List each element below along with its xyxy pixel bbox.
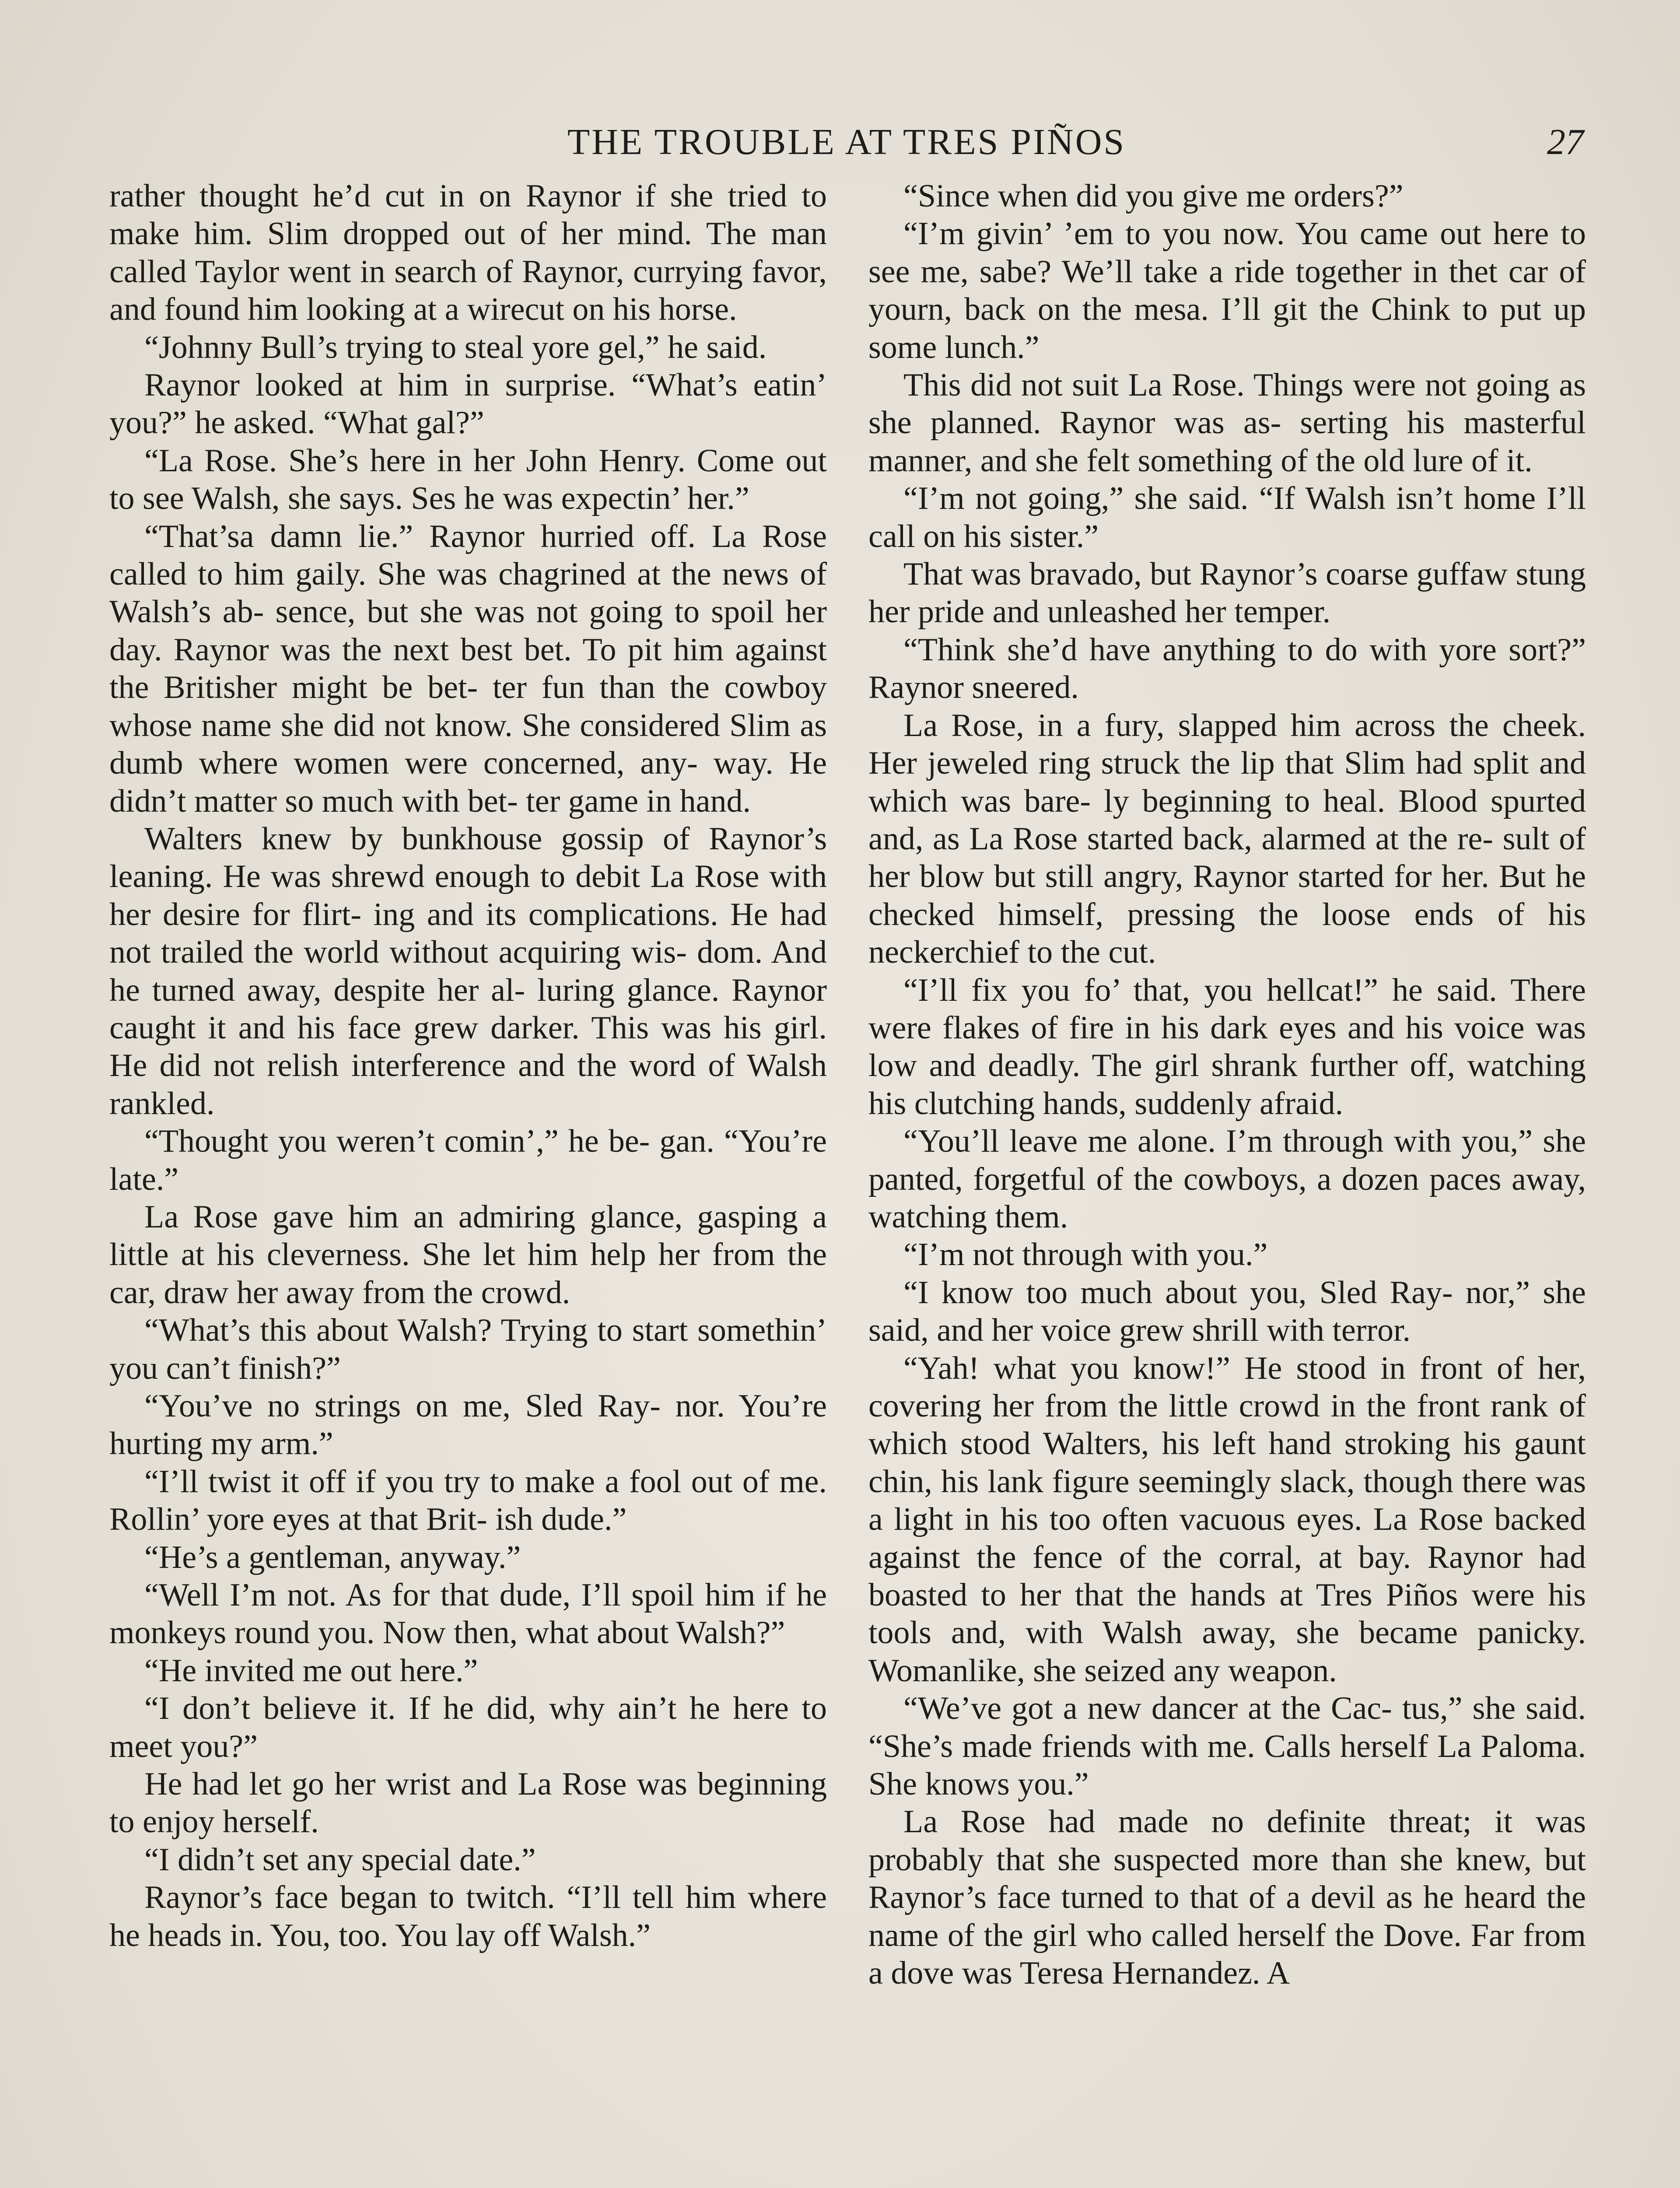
paragraph: “Johnny Bull’s trying to steal yore gel,” he said.: [144, 329, 767, 365]
paragraph: “I’m not through with you.”: [903, 1237, 1268, 1273]
paragraph: “Well I’m not. As for that dude, I’ll spoil him if he monkeys round you. Now then, what about Walsh?”: [109, 1577, 827, 1651]
paragraph: “What’s this about Walsh? Trying to start somethin’ you can’t finish?”: [109, 1312, 827, 1386]
paragraph: Raynor looked at him in surprise. “What’s eatin’ you?” he asked. “What gal?”: [109, 367, 827, 441]
paragraph: “You’ll leave me alone. I’m through with you,” she panted, forgetful of the cowboys, a dozen paces away, watching them.: [868, 1123, 1586, 1235]
paragraph: “I’m not going,” she said. “If Walsh isn’t home I’ll call on his sister.”: [868, 480, 1586, 554]
running-header: [109, 118, 1584, 171]
paragraph: Walters knew by bunkhouse gossip of Raynor’s leaning. He was shrewd enough to debit La Rose with her desire for flirt- ing and its complications. He had not trailed the world without acquiring wis- dom. And he turned away, despite her al- luring glance. Raynor caught it and his face grew darker. This was his girl. He did not relish interference and the word of Walsh rankled.: [109, 820, 827, 1122]
paragraph: “I know too much about you, Sled Ray- nor,” she said, and her voice grew shrill with terror.: [868, 1274, 1586, 1349]
paragraph: “Think she’d have anything to do with yore sort?” Raynor sneered.: [868, 631, 1586, 706]
paragraph: “He’s a gentleman, anyway.”: [144, 1539, 521, 1575]
paragraph: rather thought he’d cut in on Raynor if she tried to make him. Slim dropped out of her mind. The man called Taylor went in search of Raynor, currying favor, and found him looking at a wirecut on his horse.: [109, 178, 827, 328]
paragraph: “I’ll twist it off if you try to make a fool out of me. Rollin’ yore eyes at that Brit- ish dude.”: [109, 1463, 827, 1538]
paragraph: This did not suit La Rose. Things were not going as she planned. Raynor was as- serting his masterful manner, and she felt something of the old lure of it.: [868, 367, 1586, 479]
paragraph: “I didn’t set any special date.”: [144, 1841, 536, 1878]
paragraph: “He invited me out here.”: [144, 1652, 478, 1689]
paragraph: “I’m givin’ ’em to you now. You came out here to see me, sabe? We’ll take a ride together in thet car of yourn, back on the mesa. I’ll git the Chink to put up some lunch.”: [868, 216, 1586, 365]
left-column: [109, 177, 827, 1954]
paragraph: “Thought you weren’t comin’,” he be- gan. “You’re late.”: [109, 1123, 827, 1197]
paragraph: “Yah! what you know!” He stood in front of her, covering her from the little crowd in the front rank of which stood Walters, his left hand stroking his gaunt chin, his lank figure seemingly slack, though there was a light in his too often vacuous eyes. La Rose backed against the fence of the corral, at bay. Raynor had boasted to her that the hands at Tres Piños were his tools and, with Walsh away, she became panicky. Womanlike, she seized any weapon.: [868, 1350, 1586, 1689]
right-column: [868, 177, 1586, 1992]
paragraph: “La Rose. She’s here in her John Henry. Come out to see Walsh, she says. Ses he was expectin’ her.”: [109, 442, 827, 517]
paragraph: “That’sa damn lie.” Raynor hurried off. La Rose called to him gaily. She was chagrined at the news of Walsh’s ab- sence, but she was not going to spoil her day. Raynor was the next best bet. To pit him against the Britisher might be bet- ter fun than the cowboy whose name she did not know. She considered Slim as dumb where women were concerned, any- way. He didn’t matter so much with bet- ter game in hand.: [109, 518, 827, 819]
paragraph: La Rose had made no definite threat; it was probably that she suspected more than she knew, but Raynor’s face turned to that of a devil as he heard the name of the girl who called herself the Dove. Far from a dove was Teresa Hernandez. A: [868, 1804, 1586, 1992]
paragraph: That was bravado, but Raynor’s coarse guffaw stung her pride and unleashed her temper.: [868, 556, 1586, 630]
paragraph: “I’ll fix you fo’ that, you hellcat!” he said. There were flakes of fire in his dark eyes and his voice was low and deadly. The girl shrank further off, watching his clutching hands, suddenly afraid.: [868, 972, 1586, 1122]
page-number: 27: [1547, 122, 1584, 162]
paragraph: La Rose, in a fury, slapped him across the cheek. Her jeweled ring struck the lip that Slim had split and which was bare- ly beginning to heal. Blood spurted and, as La Rose started back, alarmed at the re- sult of her blow but still angry, Raynor started for her. But he checked himself, pressing the loose ends of his neckerchief to the cut.: [868, 707, 1586, 971]
paragraph: “We’ve got a new dancer at the Cac- tus,” she said. “She’s made friends with me. Calls herself La Paloma. She knows you.”: [868, 1690, 1586, 1802]
paragraph: “You’ve no strings on me, Sled Ray- nor. You’re hurting my arm.”: [109, 1388, 827, 1462]
paragraph: Raynor’s face began to twitch. “I’ll tell him where he heads in. You, too. You lay off Walsh.”: [109, 1879, 827, 1953]
paragraph: “I don’t believe it. If he did, why ain’t he here to meet you?”: [109, 1690, 827, 1764]
paragraph: He had let go her wrist and La Rose was beginning to enjoy herself.: [109, 1766, 827, 1840]
paragraph: La Rose gave him an admiring glance, gasping a little at his cleverness. She let him help her from the car, draw her away from the crowd.: [109, 1199, 827, 1311]
running-title: THE TROUBLE AT TRES PIÑOS: [567, 122, 1126, 162]
paragraph: “Since when did you give me orders?”: [903, 178, 1404, 214]
